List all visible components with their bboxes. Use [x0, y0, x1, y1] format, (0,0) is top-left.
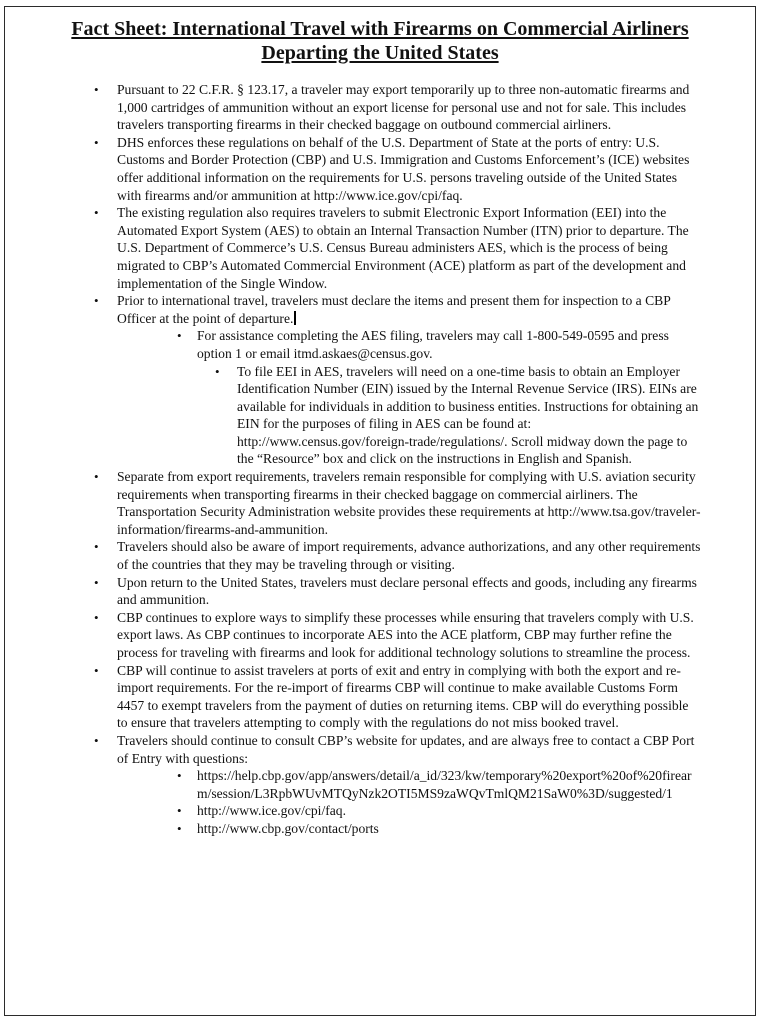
cbp-help-link[interactable]: https://help.cbp.gov/app/answers/detail/a_id/323/kw/temporary%20export%20of%20firearm/session/L3RpbWUvMTQyNzk2OTI5MS9zaWQvTmlQM21SaW0%3D/suggested/1: [197, 768, 692, 801]
document-page: [4, 6, 756, 1016]
bullet: •: [94, 82, 99, 97]
bullet: •: [215, 363, 220, 379]
sub-list: [45, 327, 701, 468]
link-item: [157, 802, 701, 820]
list-item: • CBP will continue to assist travelers at ports of exit and entry in complying with both the export and re-import requirements. For the re-import of firearms CBP will continue to make available Customs Form 4457 to exempt travelers from the payment of duties on returning items. CBP will do everything possible to ensure that travelers attempting to comply with the regulations do not miss booked travel.: [94, 662, 689, 731]
text-cursor: [294, 311, 296, 325]
list-item: • DHS enforces these regulations on behalf of the U.S. Department of State at the ports of entry: U.S. Customs and Border Protection (CBP) and U.S. Immigration and Customs Enforcement’s (ICE) websites offer additional information on the requirements for U.S. persons traveling outside of the United States with firearms and/or ammunition at http://www.ice.gov/cpi/faq.: [94, 134, 690, 203]
bullet: •: [94, 662, 99, 678]
list-item: • Pursuant to 22 C.F.R. § 123.17, a traveler may export temporarily up to three non-automatic firearms and 1,000 cartridges of ammunition without an export license for personal use and not for sale. This includes travelers transporting firearms in their checked baggage on outbound commercial airliners.: [94, 82, 690, 133]
bullet: •: [94, 539, 99, 555]
sub-sub-list: [157, 363, 701, 469]
list-item: • Separate from export requirements, travelers remain responsible for complying with U.S. aviation security requirements when transporting firearms in their checked baggage on commercial airliners. The Transportation Security Administration website provides these requirements at http://www.tsa.gov/traveler-information/firearms-and-ammunition.: [94, 469, 701, 537]
bullet: •: [94, 293, 99, 309]
link-item: [157, 820, 701, 838]
bullet: •: [94, 609, 99, 625]
cbp-ports-link[interactable]: http://www.cbp.gov/contact/ports: [197, 820, 379, 836]
list-item: • CBP continues to explore ways to simplify these processes while ensuring that travelers comply with U.S. export laws. As CBP continues to incorporate AES into the ACE platform, CBP may further refine the process for traveling with firearms and look for additional technology solutions to streamline the process.: [94, 609, 694, 660]
bullet: •: [94, 134, 99, 150]
link-item: [157, 767, 701, 802]
bullet: •: [177, 768, 182, 784]
page-title: Fact Sheet: International Travel with Firearms on Commercial Airliners Departing the United States: [71, 18, 689, 64]
bottom-rule: [4, 1015, 756, 1016]
link-list: [45, 767, 701, 837]
bullet: •: [94, 574, 99, 590]
list-item: • Prior to international travel, travelers must declare the items and present them for inspection to a CBP Officer at the point of departure. • For assistance completing the AES filing, travelers may call 1-800-549-0595 and press option 1 or email itmd.askaes@census.gov. • To file EEI in AES, travelers will need on a one-time basis to obtain an Employer Identification Number (EIN) issued by the Internal Revenue Service (IRS). EINs are available for individuals in addition to business entities. Instructions for obtaining an EIN for the purposes of filing in AES can be found at: http://www.census.gov/foreign-trade/regulations/. Scroll midway down the page to the “Resource” box and click on the instructions in English and Spanish.: [5, 292, 755, 468]
bullet: •: [177, 803, 182, 819]
list-item: • Upon return to the United States, travelers must declare personal effects and goods, including any firearms and ammunition.: [94, 574, 697, 608]
bullet: •: [94, 469, 99, 485]
list-item: • Travelers should also be aware of import requirements, advance authorizations, and any other requirements of the countries that they may be traveling through or visiting.: [94, 539, 701, 573]
sub-sub-list-item: • To file EEI in AES, travelers will need on a one-time basis to obtain an Employer Identification Number (EIN) issued by the Internal Revenue Service (IRS). EINs are available for individuals in addition to business entities. Instructions for obtaining an EIN for the purposes of filing in AES can be found at: http://www.census.gov/foreign-trade/regulations/. Scroll midway down the page to the “Resource” box and click on the instructions in English and Spanish.: [215, 363, 699, 467]
bullet: •: [177, 820, 182, 836]
bullet: •: [94, 732, 99, 748]
bullet: •: [177, 328, 182, 344]
ice-faq-link[interactable]: http://www.ice.gov/cpi/faq.: [197, 803, 346, 819]
bullet: •: [94, 205, 99, 221]
list-item: • The existing regulation also requires travelers to submit Electronic Export Information (EEI) into the Automated Export System (AES) to obtain an Internal Transaction Number (ITN) prior to departure. The U.S. Department of Commerce’s U.S. Census Bureau administers AES, which is the process of being migrated to CBP’s Automated Commercial Environment (ACE) platform as part of the development and implementation of the Single Window.: [94, 205, 689, 291]
fact-list: [5, 81, 755, 838]
list-item: • Travelers should continue to consult CBP’s website for updates, and are always free to contact a CBP Port of Entry with questions: • https://help.cbp.gov/app/answers/detail/a_id/323/kw/temporary%20export%20of%20firearm/session/L3RpbWUvMTQyNzk2OTI5MS9zaWQvTmlQM21SaW0%3D/suggested/1 • http://www.ice.gov/cpi/faq. • http://www.cbp.gov/contact/ports: [5, 732, 755, 838]
sub-list-item: • For assistance completing the AES filing, travelers may call 1-800-549-0595 and press option 1 or email itmd.askaes@census.gov. • To file EEI in AES, travelers will need on a one-time basis to obtain an Employer Identification Number (EIN) issued by the Internal Revenue Service (IRS). EINs are available for individuals in addition to business entities. Instructions for obtaining an EIN for the purposes of filing in AES can be found at: http://www.census.gov/foreign-trade/regulations/. Scroll midway down the page to the “Resource” box and click on the instructions in English and Spanish.: [157, 327, 701, 468]
